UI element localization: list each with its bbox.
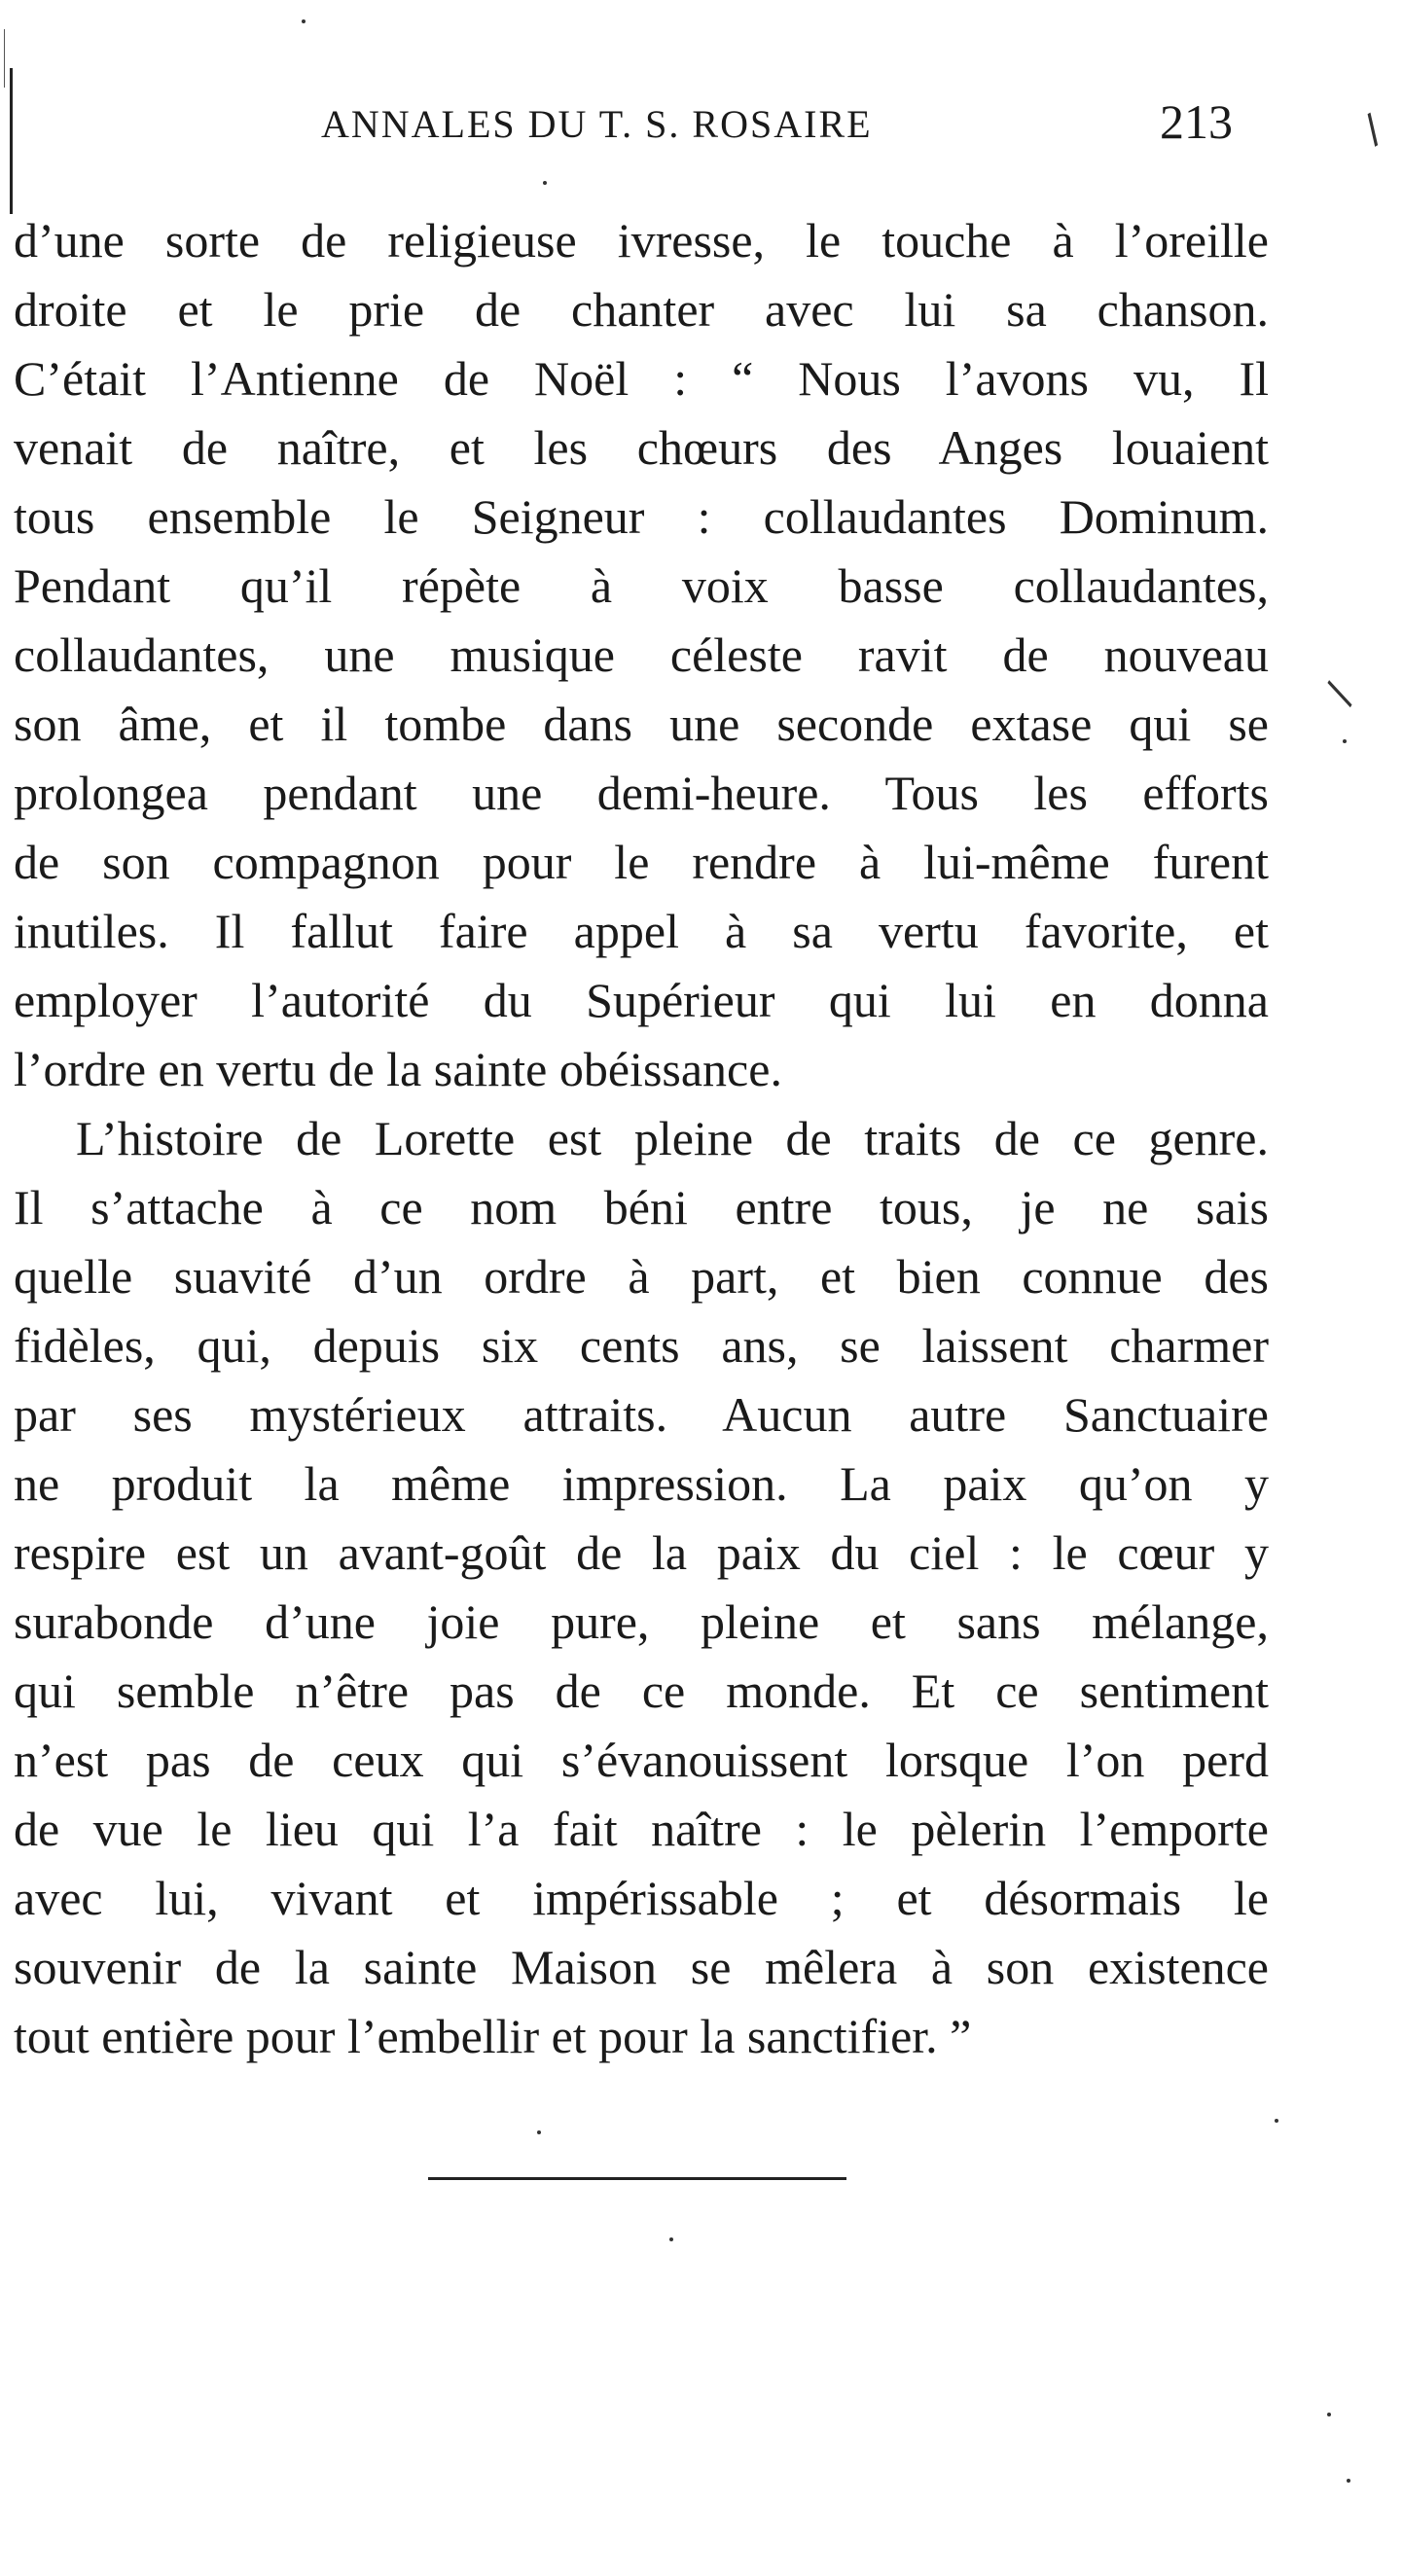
text-line: droite et le prie de chanter avec lui sa chanson. bbox=[14, 282, 1269, 337]
text-line: d’une sorte de religieuse ivresse, le touche à l’oreille bbox=[14, 213, 1269, 268]
page-edge-mark bbox=[4, 29, 5, 88]
scan-speck bbox=[543, 181, 547, 185]
running-title: ANNALES DU T. S. ROSAIRE bbox=[321, 102, 873, 146]
text-line: de son compagnon pour le rendre à lui-même furent bbox=[14, 835, 1269, 889]
scan-speck bbox=[302, 19, 306, 23]
text-line: Pendant qu’il répète à voix basse collaudantes, bbox=[14, 558, 1269, 613]
scan-speck bbox=[1343, 739, 1347, 743]
scan-mark: / bbox=[1316, 676, 1363, 711]
scan-speck bbox=[669, 2237, 673, 2241]
text-line: souvenir de la sainte Maison se mêlera à son existence bbox=[14, 1940, 1269, 1994]
scan-speck bbox=[537, 2130, 541, 2134]
text-line: C’était l’Antienne de Noël : “ Nous l’avons vu, Il bbox=[14, 351, 1269, 406]
scan-speck bbox=[1327, 2413, 1331, 2416]
text-line: quelle suavité d’un ordre à part, et bien connue des bbox=[14, 1249, 1269, 1304]
text-line: tout entière pour l’embellir et pour la sanctifier. ” bbox=[14, 2009, 972, 2063]
section-end-rule bbox=[428, 2177, 846, 2180]
scan-mark: / bbox=[1355, 106, 1390, 153]
text-line: collaudantes, une musique céleste ravit de nouveau bbox=[14, 627, 1269, 682]
text-line: fidèles, qui, depuis six cents ans, se laissent charmer bbox=[14, 1318, 1269, 1373]
text-line: inutiles. Il fallut faire appel à sa vertu favorite, et bbox=[14, 904, 1269, 958]
text-line: prolongea pendant une demi-heure. Tous les efforts bbox=[14, 766, 1269, 820]
scan-speck bbox=[1275, 2119, 1278, 2123]
text-line: par ses mystérieux attraits. Aucun autre Sanctuaire bbox=[14, 1387, 1269, 1442]
page-edge-rule bbox=[10, 68, 13, 214]
text-line: Il s’attache à ce nom béni entre tous, je ne sais bbox=[14, 1180, 1269, 1234]
text-line: l’ordre en vertu de la sainte obéissance. bbox=[14, 1042, 782, 1096]
text-line: n’est pas de ceux qui s’évanouissent lorsque l’on perd bbox=[14, 1733, 1269, 1787]
text-line: respire est un avant-goût de la paix du ciel : le cœur y bbox=[14, 1525, 1269, 1580]
text-line: tous ensemble le Seigneur : collaudantes Dominum. bbox=[14, 489, 1269, 544]
text-line: de vue le lieu qui l’a fait naître : le pèlerin l’emporte bbox=[14, 1802, 1269, 1856]
text-line: ne produit la même impression. La paix qu’on y bbox=[14, 1456, 1269, 1511]
text-line: L’histoire de Lorette est pleine de traits de ce genre. bbox=[76, 1111, 1269, 1165]
text-line: venait de naître, et les chœurs des Anges louaient bbox=[14, 420, 1269, 475]
body-text bbox=[14, 206, 1269, 2071]
text-line: employer l’autorité du Supérieur qui lui en donna bbox=[14, 973, 1269, 1027]
text-line: qui semble n’être pas de ce monde. Et ce sentiment bbox=[14, 1664, 1269, 1718]
text-line: avec lui, vivant et impérissable ; et désormais le bbox=[14, 1871, 1269, 1925]
text-line: son âme, et il tombe dans une seconde extase qui se bbox=[14, 697, 1269, 751]
page-number: 213 bbox=[1160, 94, 1233, 149]
scan-speck bbox=[1347, 2479, 1350, 2483]
text-line: surabonde d’une joie pure, pleine et sans mélange, bbox=[14, 1594, 1269, 1649]
